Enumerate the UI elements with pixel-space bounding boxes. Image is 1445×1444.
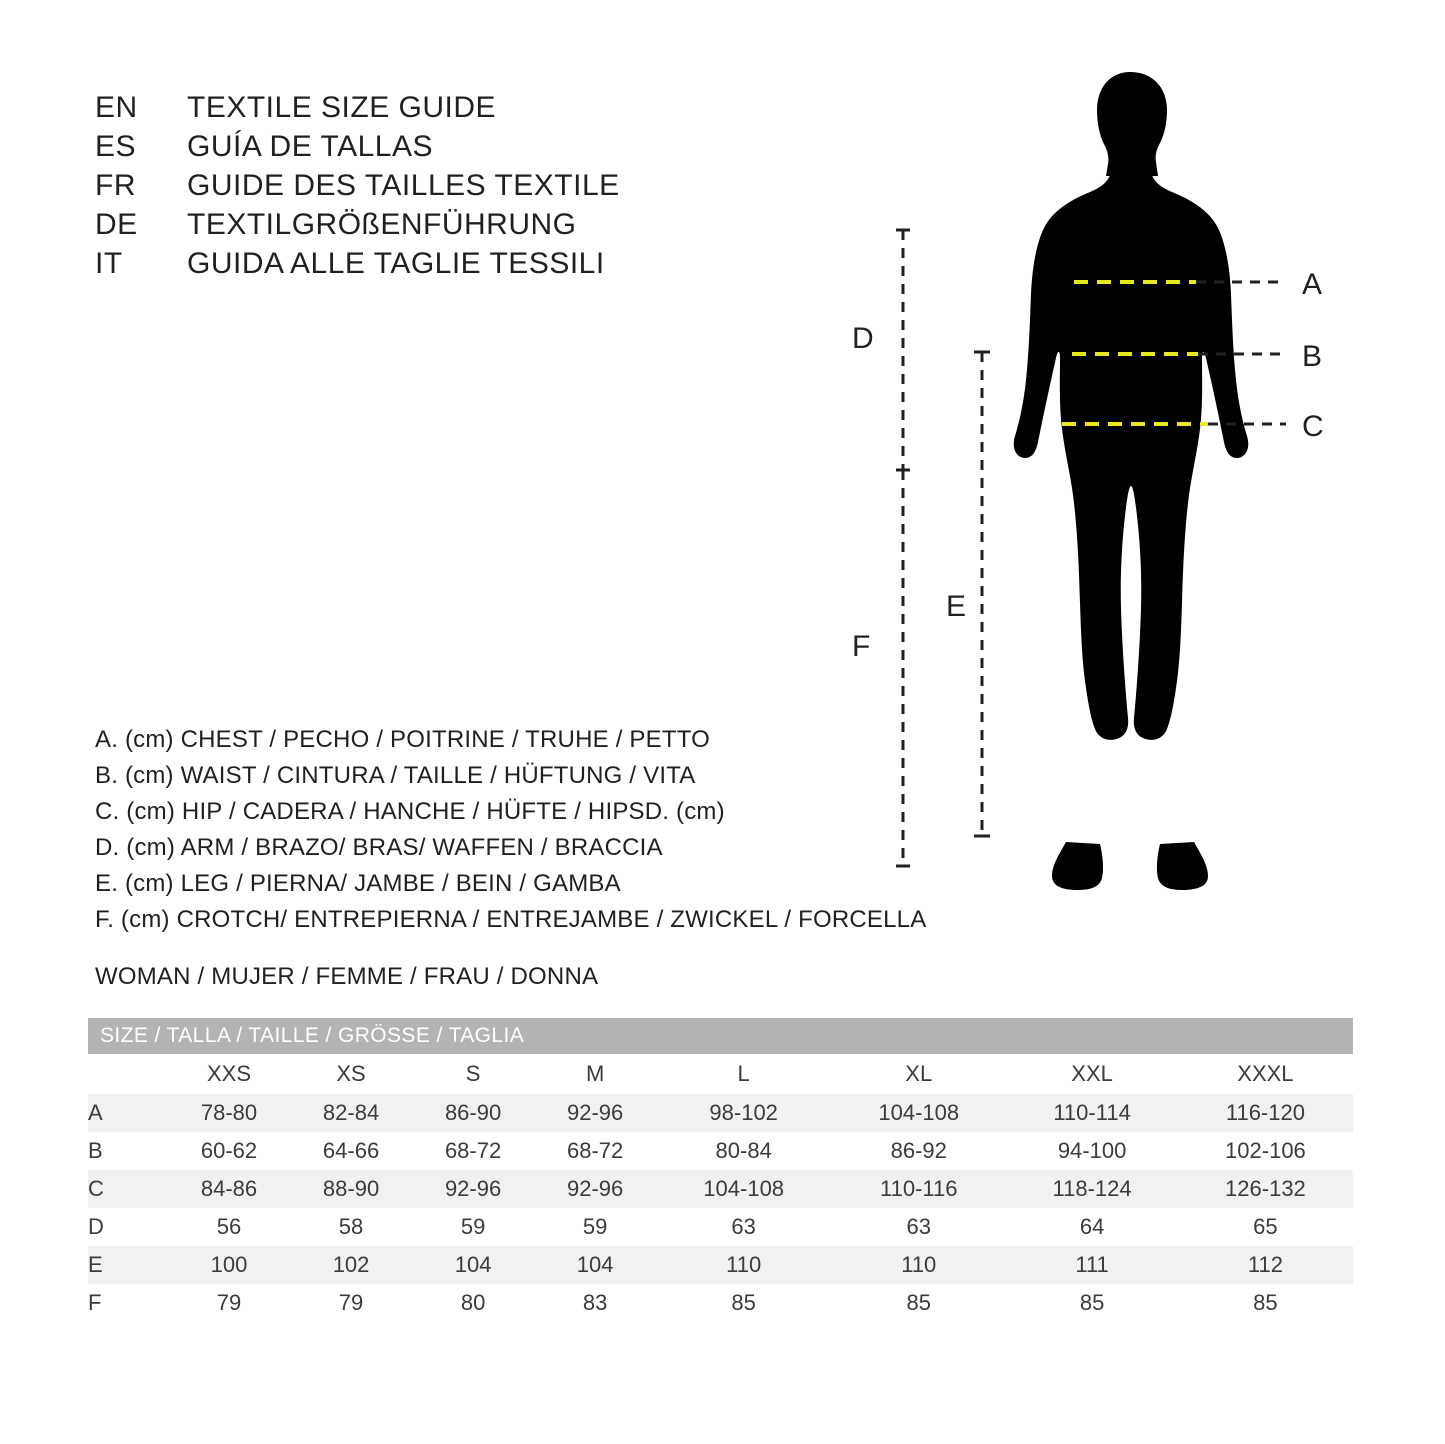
title-lang-en: EN [95, 91, 138, 124]
cell-e-l: 110 [656, 1246, 831, 1284]
cell-e-xxxl: 112 [1178, 1246, 1353, 1284]
row-label-c: C [88, 1170, 168, 1208]
cell-a-xxxl: 116-120 [1178, 1094, 1353, 1132]
size-table [88, 1018, 1353, 1322]
table-row [88, 1170, 1353, 1208]
table-row [88, 1284, 1353, 1322]
title-lang-es: ES [95, 130, 137, 163]
callout-label-a: A [1302, 268, 1323, 301]
table-row [88, 1246, 1353, 1284]
title-text-es: GUÍA DE TALLAS [187, 130, 433, 163]
cell-c-m: 92-96 [534, 1170, 656, 1208]
row-label-f: F [88, 1284, 168, 1322]
cell-d-s: 59 [412, 1208, 534, 1246]
title-text-de: TEXTILGRÖßENFÜHRUNG [187, 208, 577, 241]
cell-c-xxs: 84-86 [168, 1170, 290, 1208]
legend-block [95, 722, 925, 938]
cell-c-s: 92-96 [412, 1170, 534, 1208]
legend-item-f: F. (cm) CROTCH/ ENTREPIERNA / ENTREJAMBE / ZWICKEL / FORCELLA [95, 906, 927, 933]
cell-e-xl: 110 [831, 1246, 1006, 1284]
row-label-e: E [88, 1246, 168, 1284]
cell-a-xxl: 110-114 [1006, 1094, 1178, 1132]
cell-f-m: 83 [534, 1284, 656, 1322]
cell-e-m: 104 [534, 1246, 656, 1284]
title-row-en [95, 88, 795, 127]
header-cell-m: M [534, 1054, 656, 1094]
cell-f-xxs: 79 [168, 1284, 290, 1322]
title-lang-fr: FR [95, 169, 136, 202]
header-cell-xxl: XXL [1006, 1054, 1178, 1094]
cell-b-m: 68-72 [534, 1132, 656, 1170]
bracket-label-d: D [852, 322, 874, 355]
callout-label-c: C [1302, 410, 1324, 443]
cell-b-xxxl: 102-106 [1178, 1132, 1353, 1170]
cell-f-l: 85 [656, 1284, 831, 1322]
header-cell-xl: XL [831, 1054, 1006, 1094]
cell-e-s: 104 [412, 1246, 534, 1284]
header-cell-xxxl: XXXL [1178, 1054, 1353, 1094]
cell-d-xxl: 64 [1006, 1208, 1178, 1246]
gender-label: WOMAN / MUJER / FEMME / FRAU / DONNA [95, 963, 599, 990]
title-text-it: GUIDA ALLE TAGLIE TESSILI [187, 247, 605, 280]
bracket-label-f: F [852, 630, 871, 663]
cell-c-l: 104-108 [656, 1170, 831, 1208]
header-cell-xxs: XXS [168, 1054, 290, 1094]
cell-b-xxl: 94-100 [1006, 1132, 1178, 1170]
title-row-fr [95, 166, 795, 205]
callout-label-b: B [1302, 340, 1323, 373]
header-cell-l: L [656, 1054, 831, 1094]
cell-c-xxl: 118-124 [1006, 1170, 1178, 1208]
cell-a-xl: 104-108 [831, 1094, 1006, 1132]
cell-f-xxxl: 85 [1178, 1284, 1353, 1322]
title-lang-de: DE [95, 208, 138, 241]
size-table-banner-row [88, 1018, 1353, 1054]
cell-f-xl: 85 [831, 1284, 1006, 1322]
legend-item-a: A. (cm) CHEST / PECHO / POITRINE / TRUHE / PETTO [95, 726, 711, 753]
legend-item-c: C. (cm) HIP / CADERA / HANCHE / HÜFTE / HIPSD. (cm) [95, 798, 725, 825]
bracket-d [896, 230, 910, 470]
row-label-d: D [88, 1208, 168, 1246]
cell-d-xxxl: 65 [1178, 1208, 1353, 1246]
cell-a-l: 98-102 [656, 1094, 831, 1132]
cell-c-xs: 88-90 [290, 1170, 412, 1208]
cell-d-xl: 63 [831, 1208, 1006, 1246]
cell-c-xxxl: 126-132 [1178, 1170, 1353, 1208]
legend-item-d: D. (cm) ARM / BRAZO/ BRAS/ WAFFEN / BRACCIA [95, 834, 663, 861]
title-block [95, 88, 795, 283]
cell-d-l: 63 [656, 1208, 831, 1246]
title-text-fr: GUIDE DES TAILLES TEXTILE [187, 169, 620, 202]
cell-b-xs: 64-66 [290, 1132, 412, 1170]
title-row-de [95, 205, 795, 244]
cell-f-s: 80 [412, 1284, 534, 1322]
title-row-es [95, 127, 795, 166]
cell-a-xxs: 78-80 [168, 1094, 290, 1132]
cell-b-xxs: 60-62 [168, 1132, 290, 1170]
cell-d-xs: 58 [290, 1208, 412, 1246]
body-silhouette [1014, 72, 1249, 890]
bracket-label-e: E [946, 590, 967, 623]
title-row-it [95, 244, 795, 283]
table-row [88, 1132, 1353, 1170]
cell-d-xxs: 56 [168, 1208, 290, 1246]
cell-b-s: 68-72 [412, 1132, 534, 1170]
table-row [88, 1208, 1353, 1246]
cell-e-xxs: 100 [168, 1246, 290, 1284]
cell-f-xxl: 85 [1006, 1284, 1178, 1322]
cell-a-s: 86-90 [412, 1094, 534, 1132]
header-cell-xs: XS [290, 1054, 412, 1094]
cell-b-l: 80-84 [656, 1132, 831, 1170]
header-cell-s: S [412, 1054, 534, 1094]
cell-f-xs: 79 [290, 1284, 412, 1322]
cell-b-xl: 86-92 [831, 1132, 1006, 1170]
title-lang-it: IT [95, 247, 123, 280]
cell-c-xl: 110-116 [831, 1170, 1006, 1208]
header-cell-blank [88, 1054, 168, 1094]
legend-item-b: B. (cm) WAIST / CINTURA / TAILLE / HÜFTUNG / VITA [95, 762, 696, 789]
size-table-banner: SIZE / TALLA / TAILLE / GRÖSSE / TAGLIA [88, 1018, 1353, 1054]
cell-a-m: 92-96 [534, 1094, 656, 1132]
cell-a-xs: 82-84 [290, 1094, 412, 1132]
cell-d-m: 59 [534, 1208, 656, 1246]
title-text-en: TEXTILE SIZE GUIDE [187, 91, 497, 124]
legend-item-e: E. (cm) LEG / PIERNA/ JAMBE / BEIN / GAMBA [95, 870, 621, 897]
row-label-b: B [88, 1132, 168, 1170]
bracket-e [974, 352, 990, 836]
row-label-a: A [88, 1094, 168, 1132]
table-row [88, 1094, 1353, 1132]
cell-e-xxl: 111 [1006, 1246, 1178, 1284]
size-table-header-row [88, 1054, 1353, 1094]
cell-e-xs: 102 [290, 1246, 412, 1284]
